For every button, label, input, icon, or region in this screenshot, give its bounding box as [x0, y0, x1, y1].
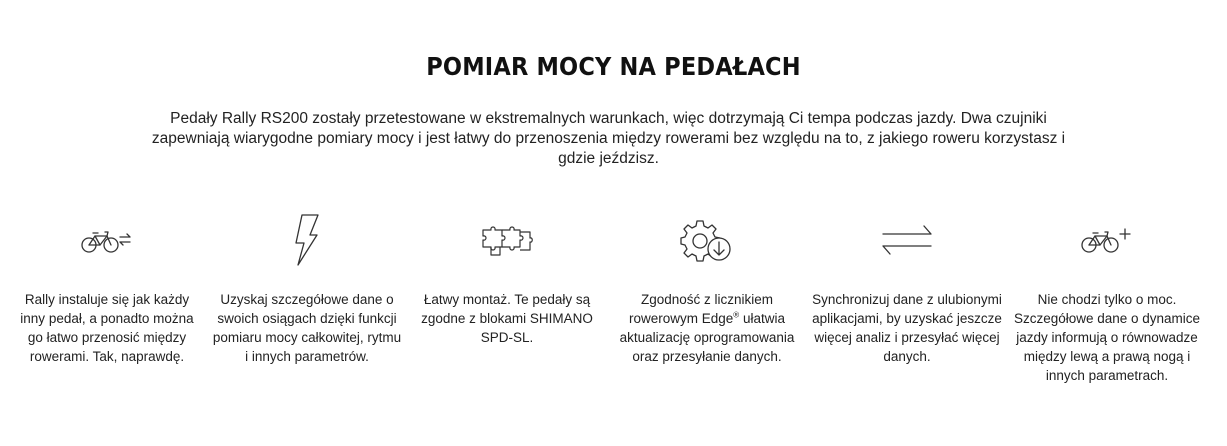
- lightning-bolt-icon: [212, 213, 402, 272]
- feature-list: [0, 210, 1227, 430]
- section-title: POMIAR MOCY NA PEDAŁACH: [426, 52, 801, 81]
- feature-text: Rally instaluje się jak każdy inny pedał, a ponadto można go łatwo przenosić między rowerami. Tak, naprawdę.: [20, 292, 194, 364]
- feature-text: Nie chodzi tylko o moc. Szczegółowe dane o dynamice jazdy informują o równowadze między lewą a prawą nogą i innych parametrach.: [1013, 292, 1201, 383]
- bike-plus-icon: [1012, 224, 1202, 261]
- section-intro: Pedały Rally RS200 zostały przetestowane w ekstremalnych warunkach, więc dotrzymają Ci tempa podczas jazdy. Dwa czujniki zapewniają wiarygodne pomiary mocy i jest łatwy do przenoszenia między rowerami bez względu na to, z jakiego roweru korzystasz i gdzie jeździsz.: [151, 110, 1066, 167]
- feature-text: Łatwy montaż. Te pedały są zgodne z blokami SHIMANO SPD-SL.: [421, 292, 593, 345]
- sync-arrows-icon: [812, 223, 1002, 262]
- feature-text: Synchronizuj dane z ulubionymi aplikacjami, by uzyskać jeszcze więcej analiz i przesyłać więcej danych.: [812, 292, 1002, 364]
- feature-text: Uzyskaj szczegółowe dane o swoich osiągach dzięki funkcji pomiaru mocy całkowitej, rytmu i innych parametrów.: [212, 292, 402, 364]
- puzzle-icon: [412, 222, 602, 263]
- gear-download-icon: [612, 218, 802, 269]
- bike-swap-icon: [12, 226, 202, 261]
- feature-text: Zgodność z licznikiem rowerowym Edge® ułatwia aktualizację oprogramowania oraz przesyłanie danych.: [619, 292, 795, 364]
